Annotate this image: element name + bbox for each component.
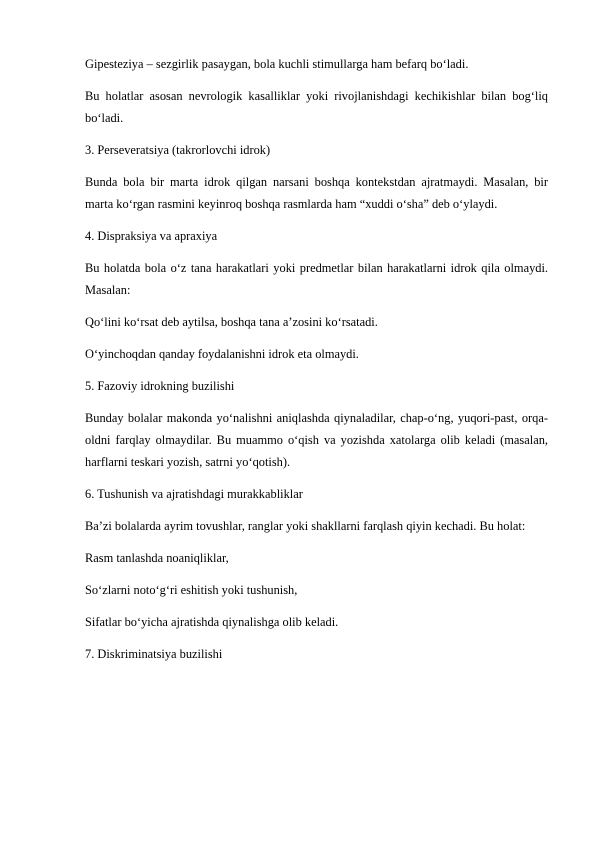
example-qol: Qo‘lini ko‘rsat deb aytilsa, boshqa tana a’zosini ko‘rsatadi. (85, 315, 378, 329)
paragraph-dispraksiya: Bu holatda bola o‘z tana harakatlari yoki predmetlar bilan harakatlarni idrok qila olmaydi. Masalan: (85, 261, 548, 297)
document-body (85, 53, 548, 675)
paragraph-nevrologik: Bu holatlar asosan nevrologik kasalliklar yoki rivojlanishdagi kechikishlar bilan bog‘liq bo‘ladi. (85, 89, 548, 125)
item-sifatlar: Sifatlar bo‘yicha ajratishda qiynalishga olib keladi. (85, 615, 339, 629)
heading-perseveratsiya: 3. Perseveratsiya (takrorlovchi idrok) (85, 143, 271, 157)
item-rasm: Rasm tanlashda noaniqliklar, (85, 551, 229, 565)
item-sozlar: So‘zlarni noto‘g‘ri eshitish yoki tushunish, (85, 583, 298, 597)
heading-diskriminatsiya: 7. Diskriminatsiya buzilishi (85, 647, 223, 661)
paragraph-fazoviy: Bunday bolalar makonda yo‘nalishni aniqlashda qiynaladilar, chap-o‘ng, yuqori-past, orqa-oldni farqlay olmaydilar. Bu muammo o‘qish va yozishda xatolarga olib keladi (masalan, harflarni teskari yozish, satrni yo‘qotish). (85, 411, 548, 469)
heading-fazoviy: 5. Fazoviy idrokning buzilishi (85, 379, 235, 393)
paragraph-perseveratsiya: Bunda bola bir marta idrok qilgan narsani boshqa kontekstdan ajratmaydi. Masalan, bir marta ko‘rgan rasmini keyinroq boshqa rasmlarda ham “xuddi o‘sha” deb o‘ylaydi. (85, 175, 548, 211)
example-oyinchoq: O‘yinchoqdan qanday foydalanishni idrok eta olmaydi. (85, 347, 359, 361)
paragraph-tushunish: Ba’zi bolalarda ayrim tovushlar, ranglar yoki shakllarni farqlash qiyin kechadi. Bu holat: (85, 519, 526, 533)
heading-tushunish: 6. Tushunish va ajratishdagi murakkabliklar (85, 487, 303, 501)
heading-dispraksiya: 4. Dispraksiya va apraxiya (85, 229, 218, 243)
paragraph-gipesteziya: Gipesteziya – sezgirlik pasaygan, bola kuchli stimullarga ham befarq bo‘ladi. (85, 57, 469, 71)
